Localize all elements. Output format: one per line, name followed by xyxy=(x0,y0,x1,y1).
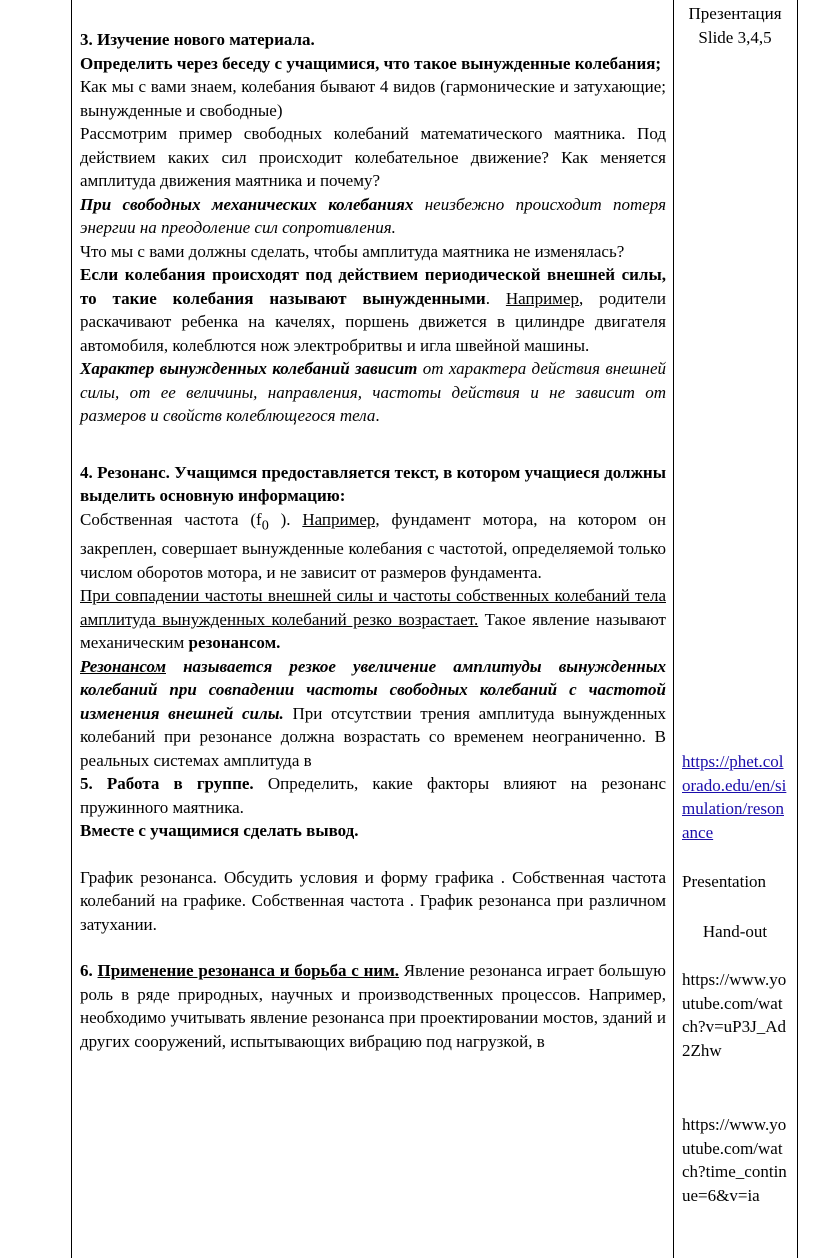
paragraph: 5. Работа в группе. Определить, какие факторы влияют на резонанс пружинного маятника. xyxy=(80,774,667,817)
paragraph: Как мы с вами знаем, колебания бывают 4 видов (гармонические и затухающие; вынужденные и свободные) xyxy=(80,77,666,120)
resource-presentation-ru: Презентация xyxy=(688,4,782,23)
resource-slides: Slide 3,4,5 xyxy=(698,27,772,47)
paragraph: График резонанса. Обсудить условия и форму графика . Собственная частота колебаний на графике. Собственная частота . График резонанса при различном затухании. xyxy=(80,867,666,934)
resources-column xyxy=(682,0,788,1205)
paragraph: При совпадении частоты внешней силы и частоты собственных колебаний тела амплитуда вынужденных колебаний резко возрастает. Такое явление называют механическим резонансом. xyxy=(80,586,666,653)
paragraph: При свободных механических колебаниях неизбежно происходит потеря энергии на преодоление сил сопротивления. xyxy=(80,194,666,237)
youtube-link-1[interactable]: https://www.youtube.com/watch?v=uP3J_Ad2Zhw xyxy=(682,970,787,1060)
paragraph: Собственная частота ($f_0$ ). Например, фундамент мотора, на котором он закреплен, совершает вынужденные колебания с частотой, определяемой только числом оборотов мотора, и не зависит от размеров фундамента. xyxy=(80,509,666,582)
resource-presentation-en: Presentation xyxy=(682,872,767,891)
table-rule-middle xyxy=(673,0,674,1258)
section-3-heading: 3. Изучение нового материала. xyxy=(80,30,315,49)
section-3-subheading: Определить через беседу с учащимися, что такое вынужденные колебания; xyxy=(80,53,662,73)
lesson-content xyxy=(80,0,666,1053)
table-rule-right xyxy=(797,0,798,1258)
section-5-heading: 5. Работа в группе. xyxy=(80,774,254,794)
paragraph: Рассмотрим пример свободных колебаний математического маятника. Под действием каких сил происходит колебательное движение? Как меняется амплитуда движения маятника и почему? xyxy=(80,124,666,190)
youtube-link-2[interactable]: https://www.youtube.com/watch?time_continue=6&v=ia xyxy=(682,1115,787,1205)
paragraph: Вместе с учащимися сделать вывод. xyxy=(80,821,359,841)
table-rule-left xyxy=(71,0,72,1258)
section-6-heading: Применение резонанса и борьба с ним. xyxy=(97,961,400,981)
resource-handout: Hand-out xyxy=(702,922,768,941)
paragraph: 6. Применение резонанса и борьба с ним. Явление резонанса играет большую роль в ряде природных, научных и производственных процессов. Например, необходимо учитывать явление резонанса при проектировании мостов, зданий и других сооружений, испытывающих вибрацию под нагрузкой, в xyxy=(80,961,666,1051)
paragraph: Что мы с вами должны сделать, чтобы амплитуда маятника не изменялась? xyxy=(80,241,625,261)
paragraph: Характер вынужденных колебаний зависит от характера действия внешней силы, от ее величины, направления, частоты действия и не зависит от размеров и свойств колеблющегося тела. xyxy=(80,359,666,425)
paragraph: Если колебания происходят под действием периодической внешней силы, то такие колебания называют вынужденными. Например, родители раскачивают ребенка на качелях, поршень движется в цилиндре двигателя автомобиля, колеблются нож электробритвы и игла швейной машины. xyxy=(80,265,666,355)
section-4-heading: 4. Резонанс. Учащимся предоставляется текст, в котором учащиеся должны выделить основную информацию: xyxy=(80,462,666,505)
phet-simulation-link[interactable]: https://phet.colorado.edu/en/simulation/resonance xyxy=(682,752,787,842)
paragraph: Резонансом называется резкое увеличение амплитуды вынужденных колебаний при совпадении частоты свободных колебаний с частотой изменения внешней силы. При отсутствии трения амплитуда вынужденных колебаний при резонансе должна возрастать со временем неограниченно. В реальных системах амплитуда в xyxy=(80,656,666,770)
